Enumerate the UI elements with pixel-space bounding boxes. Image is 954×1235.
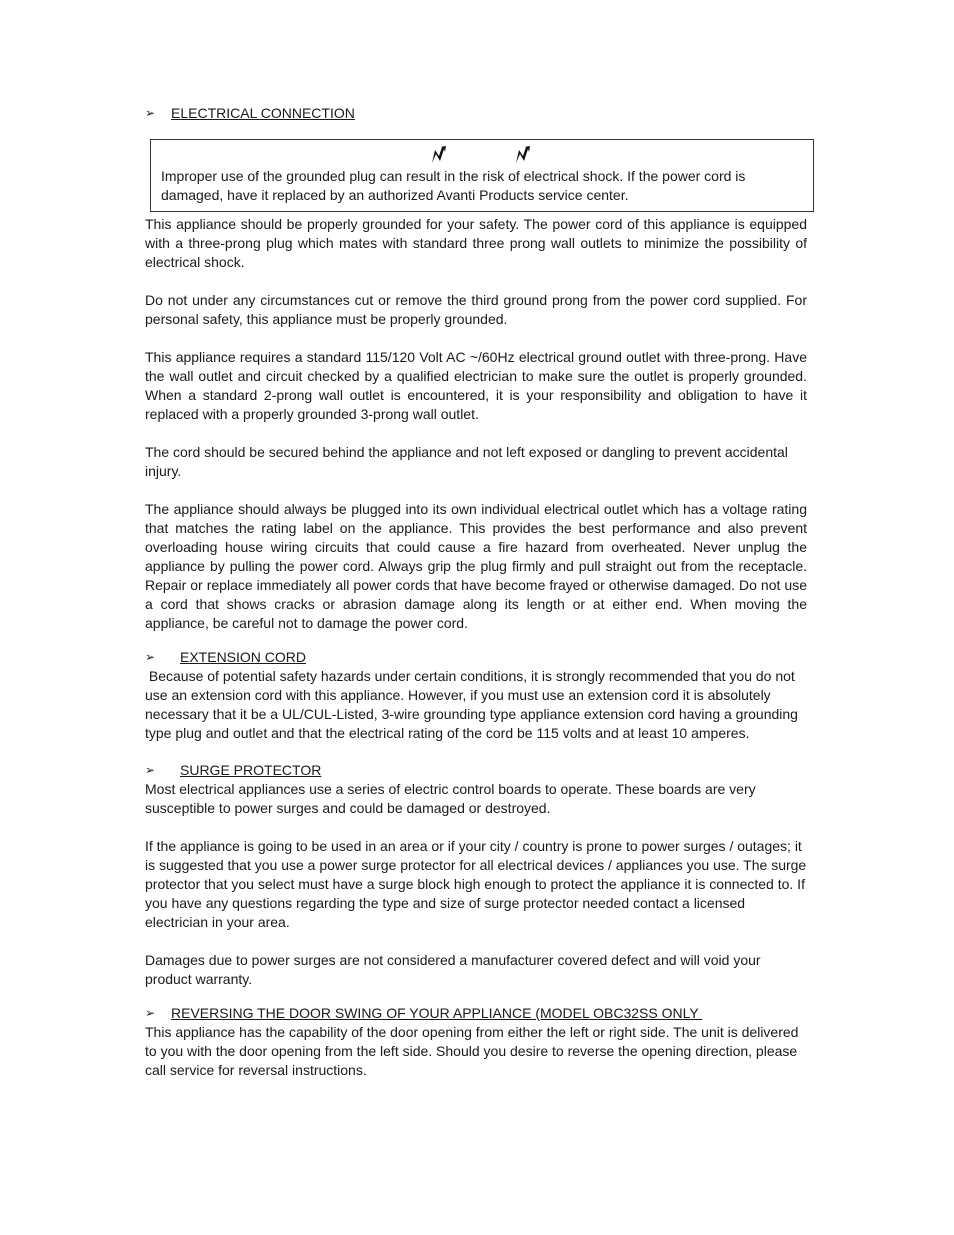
- paragraph: Do not under any circumstances cut or remove the third ground prong from the power cord supplied. For personal safety, this appliance must be properly grounded.: [145, 292, 807, 327]
- paragraph: This appliance requires a standard 115/120 Volt AC ~/60Hz electrical ground outlet with three-prong. Have the wall outlet and circuit checked by a qualified electrician to make sure the outlet is properly grounded. When a standard 2-prong wall outlet is encountered, it is your responsibility and obligation to have it replaced with a properly grounded 3-prong wall outlet.: [145, 349, 807, 422]
- heading-title: SURGE PROTECTOR: [180, 762, 322, 778]
- arrow-bullet-icon: ➢: [145, 763, 156, 777]
- paragraph: Damages due to power surges are not considered a manufacturer covered defect and will void your product warranty.: [145, 952, 761, 987]
- heading-title: ELECTRICAL CONNECTION: [171, 105, 355, 121]
- paragraph: The appliance should always be plugged into its own individual electrical outlet which has a voltage rating that matches the rating label on the appliance. This provides the best performance and also prevent overloading house wiring circuits that could cause a fire hazard from overheated. Never unplug the appliance by pulling the power cord. Always grip the plug firmly and pull straight out from the receptacle. Repair or replace immediately all power cords that have become frayed or otherwise damaged. Do not use a cord that shows cracks or abrasion damage along its length or at either end. When moving the appliance, be careful not to damage the power cord.: [145, 501, 807, 631]
- paragraph: Most electrical appliances use a series of electric control boards to operate. These boards are very susceptible to power surges and could be damaged or destroyed.: [145, 781, 756, 816]
- section-heading-reversing: [145, 1004, 807, 1023]
- heading-title: REVERSING THE DOOR SWING OF YOUR APPLIANCE (MODEL OBC32SS ONLY: [171, 1005, 703, 1021]
- lightning-bolt-icon: [429, 145, 449, 165]
- heading-title: EXTENSION CORD: [180, 649, 307, 665]
- arrow-bullet-icon: ➢: [145, 650, 156, 664]
- warning-text: Improper use of the grounded plug can result in the risk of electrical shock. If the power cord is damaged, have it replaced by an authorized Avanti Products service center.: [161, 168, 746, 203]
- section-heading-surge: [145, 761, 807, 780]
- warning-box: [150, 139, 814, 212]
- document-page: [145, 104, 807, 1080]
- lightning-bolt-icon: [513, 145, 533, 165]
- arrow-bullet-icon: ➢: [145, 106, 156, 120]
- section-heading-extension: [145, 648, 807, 667]
- paragraph: If the appliance is going to be used in an area or if your city / country is prone to power surges / outages; it is suggested that you use a power surge protector for all electrical devices / appliances you use. The surge protector that you select must have a surge block high enough to protect the appliance it is connected to. If you have any questions regarding the type and size of surge protector needed contact a licensed electrician in your area.: [145, 838, 807, 930]
- warning-icons: [161, 145, 803, 167]
- section-heading-electrical: [145, 104, 807, 123]
- paragraph: The cord should be secured behind the appliance and not left exposed or dangling to prevent accidental injury.: [145, 444, 788, 479]
- paragraph: Because of potential safety hazards under certain conditions, it is strongly recommended that you do not use an extension cord with this appliance. However, if you must use an extension cord it is absolutely necessary that it be a UL/CUL-Listed, 3-wire grounding type appliance extension cord having a grounding type plug and outlet and that the electrical rating of the cord be 115 volts and at least 10 amperes.: [145, 668, 802, 741]
- paragraph: This appliance should be properly grounded for your safety. The power cord of this appliance is equipped with a three-prong plug which mates with standard three prong wall outlets to minimize the possibility of electrical shock.: [145, 216, 807, 270]
- arrow-bullet-icon: ➢: [145, 1006, 156, 1020]
- paragraph: This appliance has the capability of the door opening from either the left or right side. The unit is delivered to you with the door opening from the left side. Should you desire to reverse the opening direction, please call service for reversal instructions.: [145, 1024, 799, 1078]
